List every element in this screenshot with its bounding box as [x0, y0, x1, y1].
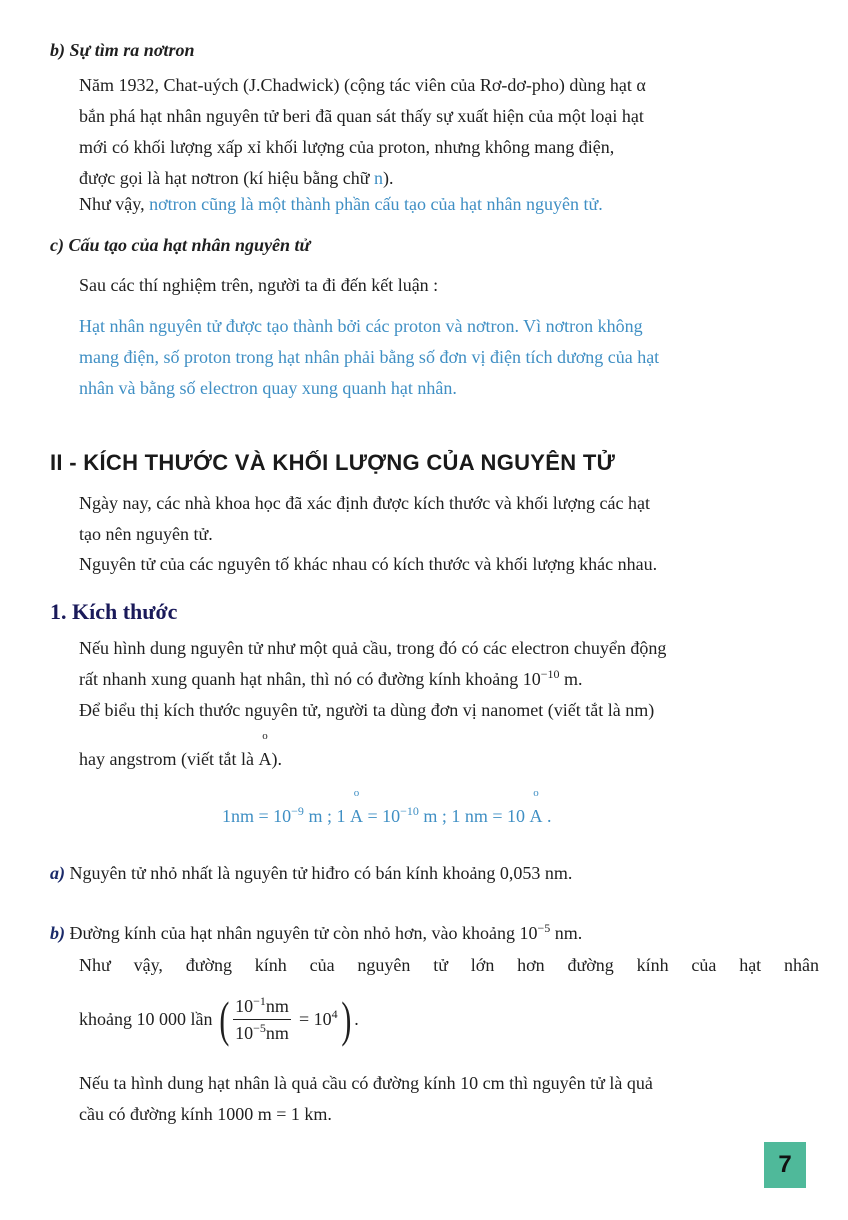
text-fragment: m ; 1 nm = 10	[418, 806, 530, 826]
item-marker: b)	[50, 923, 65, 943]
text-line: Ngày nay, các nhà khoa học đã xác định được kích thước và khối lượng các hạt	[79, 493, 650, 513]
neutron-conclusion	[79, 189, 603, 220]
subsection-title: Cấu tạo của hạt nhân nguyên tử	[68, 235, 311, 255]
ratio-result	[299, 1004, 338, 1035]
text-line: cầu có đường kính 1000 m = 1 km.	[79, 1104, 332, 1124]
text-fragment: = 10	[362, 806, 401, 826]
section-statement: Nguyên tử của các nguyên tố khác nhau có kích thước và khối lượng khác nhau.	[79, 554, 658, 574]
text-fragment: nm.	[550, 923, 583, 943]
section-intro	[79, 488, 819, 550]
angstrom-symbol	[349, 787, 363, 832]
text-fragment: m.	[559, 669, 583, 689]
subsection-marker: b)	[50, 40, 65, 60]
exponent: −9	[291, 804, 304, 818]
right-paren: )	[340, 991, 351, 1047]
exponent: 4	[331, 1006, 338, 1021]
page-number	[764, 1142, 806, 1188]
text-fragment: .	[542, 806, 552, 826]
highlighted-statement: nơtron cũng là một thành phần cấu tạo của hạt nhân nguyên tử.	[149, 194, 603, 214]
text-line: tạo nên nguyên tử.	[79, 524, 213, 544]
item-marker: a)	[50, 863, 65, 883]
angstrom-line	[79, 730, 282, 775]
text-line: nhân và bằng số electron quay xung quanh hạt nhân.	[79, 378, 457, 398]
fraction-denominator	[233, 1020, 291, 1044]
angstrom-ring: o	[262, 730, 268, 742]
text-fragment: ).	[382, 168, 394, 188]
angstrom-letter: A	[258, 749, 272, 769]
text-fragment: nm	[265, 1022, 289, 1043]
angstrom-letter: A	[529, 806, 543, 826]
text-fragment: rất nhanh xung quanh hạt nhân, thì nó có đường kính khoảng 10	[79, 669, 541, 689]
comparison-line: Như vậy, đường kính của nguyên tử lớn hơn đường kính của hạt nhân	[79, 955, 819, 975]
text-fragment: nm	[265, 995, 289, 1016]
unit-formula	[222, 787, 552, 832]
exponent: −1	[253, 993, 266, 1008]
text-line	[79, 664, 819, 695]
text-fragment: 10	[235, 1022, 254, 1043]
exponent: −10	[400, 804, 419, 818]
text-line: bắn phá hạt nhân nguyên tử beri đã quan sát thấy sự xuất hiện của một loại hạt	[79, 106, 644, 126]
text-fragment: khoảng 10 000 lần	[79, 1008, 213, 1029]
text-fragment: được gọi là hạt nơtron (kí hiệu bằng chữ	[79, 168, 374, 188]
section-title: II - KÍCH THƯỚC VÀ KHỐI LƯỢNG CỦA NGUYÊN TỬ	[50, 450, 616, 475]
subsection-heading-size: 1. Kích thước	[50, 599, 178, 624]
size-paragraph	[79, 633, 819, 726]
text-fragment: 10	[235, 995, 254, 1016]
ratio-fraction	[233, 995, 291, 1044]
neutron-paragraph	[79, 70, 819, 194]
text-line: Hạt nhân nguyên tử được tạo thành bởi các proton và nơtron. Vì nơtron không	[79, 316, 643, 336]
subsection-marker: c)	[50, 235, 64, 255]
left-paren: (	[219, 991, 230, 1047]
subsection-title: Sự tìm ra nơtron	[69, 40, 195, 60]
neutron-symbol: n	[373, 168, 383, 188]
item-text: Nguyên tử nhỏ nhất là nguyên tử hiđro có bán kính khoảng 0,053 nm.	[69, 863, 573, 883]
text-fragment: 1nm = 10	[222, 806, 292, 826]
text-line: mang điện, số proton trong hạt nhân phải bằng số đơn vị điện tích dương của hạt	[79, 347, 660, 367]
text-line: Nếu hình dung nguyên tử như một quả cầu, trong đó có các electron chuyển động	[79, 638, 667, 658]
final-paragraph	[79, 1068, 819, 1130]
exponent: −5	[253, 1020, 266, 1035]
text-fragment: Đường kính của hạt nhân nguyên tử còn nhỏ hơn, vào khoảng 10	[69, 923, 538, 943]
angstrom-symbol	[529, 787, 543, 832]
ratio-line	[79, 988, 359, 1050]
text-line: mới có khối lượng xấp xỉ khối lượng của proton, nhưng không mang điện,	[79, 137, 615, 157]
subsection-c-heading	[50, 235, 310, 256]
item-a	[50, 858, 572, 889]
text-fragment: ).	[271, 749, 282, 769]
text-fragment: Như vậy,	[79, 194, 150, 214]
exponent: −5	[537, 921, 551, 935]
angstrom-letter: A	[349, 806, 363, 826]
text-fragment: hay angstrom (viết tắt là	[79, 749, 259, 769]
text-fragment: .	[354, 1008, 359, 1029]
text-fragment: m ; 1	[303, 806, 350, 826]
structure-conclusion	[79, 311, 819, 404]
text-line: Nếu ta hình dung hạt nhân là quả cầu có đường kính 10 cm thì nguyên tử là quả	[79, 1073, 653, 1093]
fraction-numerator	[233, 995, 291, 1020]
page-number-text: 7	[778, 1151, 792, 1178]
structure-intro: Sau các thí nghiệm trên, người ta đi đến kết luận :	[79, 275, 439, 295]
text-fragment: = 10	[298, 1008, 332, 1029]
item-b	[50, 918, 582, 949]
text-line: Để biểu thị kích thước nguyên tử, người ta dùng đơn vị nanomet (viết tắt là nm)	[79, 700, 655, 720]
angstrom-ring: o	[533, 787, 539, 799]
exponent: −10	[540, 667, 560, 681]
angstrom-ring: o	[353, 787, 360, 799]
angstrom-symbol	[258, 730, 272, 775]
text-line: Năm 1932, Chat-uých (J.Chadwick) (cộng tác viên của Rơ-dơ-pho) dùng hạt α	[79, 75, 646, 95]
subsection-b-heading	[50, 40, 195, 61]
